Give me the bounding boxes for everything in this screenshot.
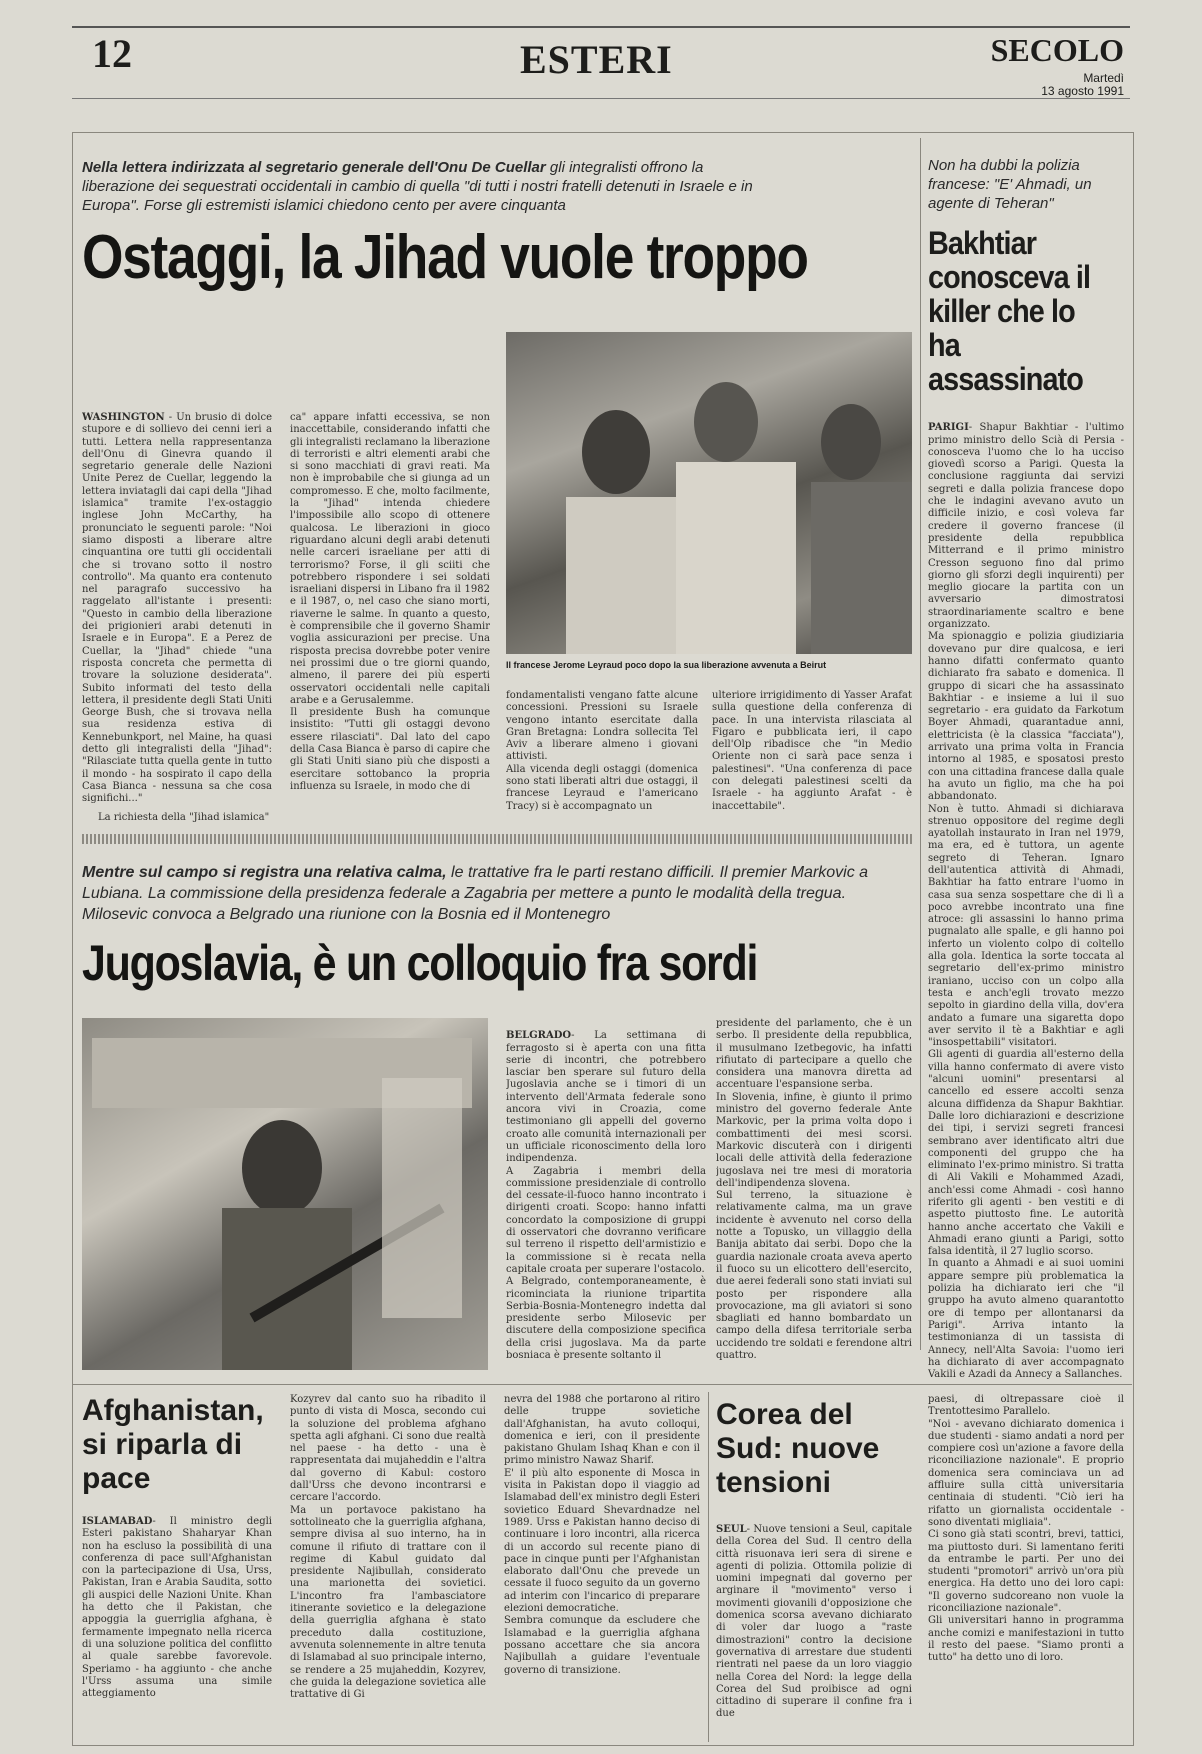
hostage-photo-caption: Il francese Jerome Leyraud poco dopo la sua liberazione avvenuta a Beirut bbox=[506, 660, 827, 670]
article4-rule bbox=[708, 1392, 709, 1742]
section-divider bbox=[82, 834, 912, 844]
sidebar-kicker: Non ha dubbi la polizia francese: "E' Ahmadi, un agente di Teheran" bbox=[928, 157, 1092, 212]
article4-col1-text: - Nuove tensioni a Seul, capitale della Corea del Sud. Il centro della città risuonava ieri sera di sirene e agenti di polizia. Ottomila polizie di uomini impegnati dal governo per arginare il "movimento" verso i movimenti giovanili d'opposizione che domenica scorsa avevano dichiarato di voler dar luogo a "raste dimostrazioni" contro la decisione governativa di arrestare due studenti rientrati nel paese da un loro viaggio nella Corea del Nord: la legge della Corea del Sud proibisce ad ogni cittadino di superare il confine fra i due bbox=[716, 1524, 912, 1720]
article3-dateline: ISLAMABAD bbox=[82, 1516, 153, 1527]
page-number: 12 bbox=[92, 31, 132, 76]
article2-kicker bbox=[82, 862, 912, 925]
paper-logo: SECOLO bbox=[990, 32, 1124, 68]
hostage-photo-figures bbox=[506, 332, 912, 654]
article3-column-3: nevra del 1988 che portarono al ritiro delle truppe sovietiche dall'Afghanistan, ha avuto colloqui, domenica e ieri, con il presidente pakistano Ghulam Ishaq Khan e con il primo ministro Nawaz Sharif. E' il più alto esponente di Mosca in visita in Pakistan dopo il viaggio ad Islamabad dell'ex ministro degli Esteri sovietico Eduard Shevardnadze nel 1989. Urss e Pakistan hanno deciso di continuare i loro incontri, alla ricerca di un accordo sul recente piano di pace in cinque punti per l'Afghanistan elaborato dall'Onu che prevede un cessate il fuoco seguito da un governo ad interim con l'incarico di preparare elezioni democratiche. Sembra comunque da escludere che Islamabad e la guerriglia afghana possano accettare che sia ancora Najibullah a guidare l'eventuale governo di transizione. bbox=[504, 1394, 700, 1676]
sidebar-headline: Bakhtiar conosceva il killer che lo ha assassinato bbox=[928, 225, 1091, 397]
soldier-photo bbox=[82, 1018, 488, 1370]
hostage-photo bbox=[506, 332, 912, 654]
sidebar-text bbox=[928, 410, 1124, 1380]
article4-column-1 bbox=[716, 1524, 912, 1738]
article4-headline: Corea del Sud: nuove tensioni bbox=[716, 1398, 880, 1499]
issue-date-text: 13 agosto 1991 bbox=[1041, 84, 1124, 98]
soldier-photo-figures bbox=[82, 1018, 488, 1370]
bottom-section-rule bbox=[72, 1384, 1132, 1385]
article3-headline: Afghanistan, si riparla di pace bbox=[82, 1394, 264, 1495]
article1-kicker bbox=[82, 158, 772, 215]
section-title: ESTERI bbox=[520, 37, 673, 82]
article2-col1-text: - La settimana di ferragosto si è aperta con una fitta serie di incontri, che potrebbero lasciar ben sperare sul futuro della Jugoslavia anche se i timori di un intervento dell'Armata federale sono ancora vivi in Croazia, come testimoniano gli appelli del governo croato alle comunità internazionali per un ufficiale riconoscimento della loro indipendenza. A Zagabria i membri della commissione presidenziale di controllo del cessate-il-fuoco hanno incontrato i dirigenti croati. Scopo: hanno infatti concordato la composizione di gruppi di osservatori che dovranno verificare sul terreno il rispetto dell'armistizio e la commissione si è recata nella capitale croata per superare l'ostacolo. A Belgrado, contemporaneamente, è ricominciata la riunione tripartita Serbia-Bosnia-Montenegro indetta dal presidente serbo Milosevic per discutere della composizione specifica della crisi jugoslava. Ma da parte bosniaca è presente soltanto il bbox=[506, 1030, 706, 1362]
article2-headline: Jugoslavia, è un colloquio fra sordi bbox=[82, 935, 758, 991]
article2-kicker-text: le trattative fra le parti restano difficili. Il premier Markovic a Lubiana. La commissione della presidenza federale a Zagabria per mettere a punto le modalità della tregua. Milosevic convoca a Belgrado una riunione con la Bosnia ed il Montenegro bbox=[82, 864, 869, 923]
issue-day: Martedì bbox=[1083, 71, 1124, 85]
article1-column-3: fondamentalisti vengano fatte alcune concessioni. Pressioni su Israele vengono intanto esercitate dalla Gran Bretagna: Londra sollecita Tel Aviv a liberare almeno i giovani attivisti. Alla vicenda degli ostaggi (domenica sono stati liberati altri due ostaggi, il francese Leyraud e l'americano Tracy) si è accompagnato un bbox=[506, 690, 698, 812]
article3-column-1 bbox=[82, 1516, 272, 1738]
article1-col1-text: - Un brusio di dolce stupore e di sollievo dei cenni ieri a tutti. Lettera nella rappresentanza dell'Onu di Ginevra quando il segretario generale delle Nazioni Unite Perez de Cuellar, leggendo la lettera inviatagli dai capi della "Jihad islamica" tramite l'ex-ostaggio inglese John McCarthy, ha pronunciato le seguenti parole: "Noi siamo disposti a liberare altre cinquantina ore tutti gli occidentali che si trovano sotto il nostro controllo". Ma quanto era contenuto nel paragrafo successivo ha raggelato all'istante i presenti: "Questo in cambio della liberazione dei prigionieri arabi detenuti in Israele e in Europa". E a Perez de Cuellar, la "Jihad" chiede "una risposta concreta che permetta di trovare la soluzione desiderata". Subito informati del testo della lettera, il presidente degli Stati Uniti George Bush, che si trovava nella sua residenza estiva di Kennebunkport, nel Maine, ha quasi detto gli integralisti della "Jihad": "Rilasciate tutta quella gente in tutto il mondo - ha sospirato il capo della Casa Bianca - nessuna sa che cosa significhi..." bbox=[82, 412, 272, 805]
top-rule bbox=[72, 26, 1130, 28]
header-rule bbox=[72, 98, 1130, 99]
article1-kicker-bold: Nella lettera indirizzata al segretario generale dell'Onu De Cuellar bbox=[82, 159, 546, 176]
article1-column-4: ulteriore irrigidimento di Yasser Arafat sulla questione della conferenza di pace. In una intervista rilasciata al Figaro e pubblicata ieri, il capo dell'Olp ribadisce che "in Medio Oriente non ci sarà pace senza i palestinesi". "Una conferenza di pace con delegati palestinesi scelti da Israele - ha aggiunto Arafat - è inaccettabile". bbox=[712, 690, 912, 812]
article4-column-2: paesi, di oltrepassare cioè il Trentottesimo Parallelo. "Noi - avevano dichiarato domenica i due studenti - siamo andati a nord per compiere così un'azione a favore della riconciliazione nazionale". E proprio domenica sera cominciava un ad affluire sulla città universitaria centinaia di studenti. "Ciò ieri ha rifatto un giornalista occidentale - sono diventati migliaia". Ci sono già stati scontri, brevi, tattici, ma piuttosto duri. Si lamentano feriti da entrambe le parti. Per uno dei studenti "promotori" arrivò un'ora più energica. Ha detto uno dei loro capi: "Il governo sudcoreano non vuole la riconciliazione nazionale". Gli universitari hanno in programma anche comizi e manifestazioni in tutto il resto del paese. "Siamo pronti a tutto" ha detto uno di loro. bbox=[928, 1394, 1124, 1664]
article2-dateline: BELGRADO bbox=[506, 1030, 572, 1042]
sidebar-body: - Shapur Bakhtiar - l'ultimo primo ministro dello Scià di Persia - conosceva l'uomo che lo ha ucciso giovedì scorso a Parigi. Questa la conclusione raggiunta dai servizi segreti e dalla polizia francese dopo che le indagini avevano avuto un difficile inizio, e così voleva far credere il governo francese (il presidente della repubblica Mitterrand e il primo ministro Cresson seguono fino dal primo giorno gli sforzi degli inquirenti) per meglio giocare la partita con un avversario dimostratosi straordinariamente scaltro e bene organizzato. Ma spionaggio e polizia giudiziaria dovevano pur dire qualcosa, e ieri hanno difatti confermato quanto dichiarato fra sabato e domenica. Il gruppo di sicari che ha assassinato Bakhtiar - e insieme a lui il suo segretario - era guidato da Farkotum Boyer Ahmadi, quarantadue anni, elettricista (è la classica "facciata"), arrivato una prima volta in Francia intorno al 1985, e sposatosi presto con una cittadina francese dalla quale ha avuto un figlio, ma che ha poi abbandonato. Non è tutto. Ahmadi si dichiarava strenuo oppositore del regime degli ayatollah instaurato in Iran nel 1979, ma era, ed è tuttora, un agente segreto di Teheran. Ignaro dell'autentica attività di Ahmadi, Bakhtiar ha fatto entrare l'uomo in casa sua senza sospettare che di lì a poco avrebbe incontrato una fine atroce: gli assassini lo hanno prima pugnalato alle spalle, e gli hanno poi inferto un violento colpo di coltello alla gola. Identica la sorte toccata al segretario dell'ex-primo ministro iraniano, ucciso con un colpo alla testa e anch'egli trovato mezzo sepolto in giardino della villa, dov'era andato a fumare una sigaretta dopo aver servito il tè a Bakhtiar e agli "insospettabili" visitatori. Gli agenti di guardia all'esterno della villa hanno confermato di avere visto "alcuni uomini" presentarsi al cancello ed essere accolti senza alcuna diffidenza da Shapur Bakhtiar. Dalle loro dichiarazioni e descrizione dei tipi, i servizi segreti francesi sembrano aver identificato altri due componenti del gruppo che ha eliminato l'ex-primo ministro. Si tratta di Ali Vakili e Mohammed Azadi, anch'essi come Ahmadi - così hanno riferito gli agenti - ben vestiti e di aspetto piuttosto fine. Le autorità hanno anche accertato che Vakili e Ahmadi erano giunti a Parigi, sotto falsa identità, il 27 luglio scorso. In quanto a Ahmadi e ai suoi uomini appare sempre più problematica la polizia ha dichiarato ieri che "il gruppo ha avuto almeno quarantotto ore di tempo per allontanarsi da Parigi". Arriva intanto la testimonianza di un tassista di Annecy, nell'Alta Savoia: l'uomo ieri ha dichiarato di aver accompagnato Vakili e Azadi da Annecy a Sallanches. bbox=[928, 422, 1124, 1380]
sidebar-rule bbox=[920, 138, 921, 1350]
article2-kicker-bold: Mentre sul campo si registra una relativa calma, bbox=[82, 864, 447, 881]
article2-column-2: presidente del parlamento, che è un serbo. Il presidente della repubblica, il musulmano Izetbegovic, ha infatti rifiutato di partecipare a quello che considera una manovra diretta ad accentuare l'espansione serba. In Slovenia, infine, è giunto il primo ministro del governo federale Ante Markovic, per la prima volta dopo i combattimenti dei mesi scorsi. Markovic discuterà con i dirigenti locali delle attività della federazione jugoslava nei tre mesi di moratoria dell'indipendenza slovena. Sul terreno, la situazione è relativamente calma, ma un grave incidente è avvenuto nel corso della notte a Topusko, un villaggio della Banija abitato dai serbi. Dopo che la guardia nazionale croata aveva aperto il fuoco su un elicottero dell'esercito, due aerei federali sono stati inviati sul posto per rispondere alla provocazione, ma gli aviatori si sono sbagliati ed hanno bombardato un campo della difesa territoriale serba uccidendo tre soldati e ferendone altri quattro. bbox=[716, 1018, 912, 1362]
article1-dateline: WASHINGTON bbox=[82, 412, 165, 423]
article1-column-1 bbox=[82, 412, 272, 810]
article4-dateline: SEUL bbox=[716, 1524, 747, 1535]
article1-kicker-text: gli integralisti offrono la liberazione dei sequestrati occidentali in cambio di quella "di tutti i nostri fratelli detenuti in Israele e in Europa". Forse gli estremisti islamici chiedono cento per avere cinquanta bbox=[82, 159, 753, 214]
article3-col1-text: - Il ministro degli Esteri pakistano Shaharyar Khan non ha escluso la possibilità di una conferenza di pace sull'Afghanistan con la partecipazione di Usa, Urss, Pakistan, Iran e Arabia Saudita, sotto gli auspici delle Nazioni Unite. Khan ha detto che il Pakistan, che appoggia la guerriglia afghana, è fermamente impegnato nella ricerca di una soluzione politica del conflitto al quale sarebbe favorevole. Speriamo - ha aggiunto - che anche l'Urss assuma una simile atteggiamento bbox=[82, 1516, 272, 1700]
article2-column-1 bbox=[506, 1018, 706, 1378]
article1-col1-tail: La richiesta della "Jihad islamica" bbox=[98, 812, 270, 823]
article1-column-2: ca" appare infatti eccessiva, se non inaccettabile, considerando infatti che gli integralisti reclamano la liberazione di terroristi e altri elementi arabi che si sono macchiati di gravi reati. Ma non è improbabile che si giunga ad un compromesso. E che, molto facilmente, la "Jihad" intenda chiedere l'impossibile allo scopo di ottenere qualcosa. Le liberazioni in gioco riguardano alcuni degli arabi detenuti nelle carceri israeliane per atti di terrorismo? Forse, il gli sciiti che potrebbero rispondere i sei soldati israeliani dispersi in Libano fra il 1982 e il 1987, o, nel caso che siano morti, riaverne le salme. In quanto a questo, è comprensibile che il governo Shamir voglia assicurazioni per precise. Una risposta precisa dovrebbe poter venire nei prossimi due o tre giorni quando, almeno, il parere dei più esperti osservatori occidentali nelle capitali arabe e a Gerusalemme. Il presidente Bush ha comunque insistito: "Tutti gli ostaggi devono essere rilasciati". Dal lato del capo della Casa Bianca è parso di capire che gli Stati Uniti siano più che disposti a esercitare sottobanco la propria influenza su Israele, in modo che di bbox=[290, 412, 490, 792]
article1-headline: Ostaggi, la Jihad vuole troppo bbox=[82, 223, 808, 292]
sidebar-dateline: PARIGI bbox=[928, 422, 969, 434]
article3-column-2: Kozyrev dal canto suo ha ribadito il punto di vista di Mosca, secondo cui la soluzione del problema afghano spetta agli afghani. Ci sono due realtà nel paese - ha detto - una è rappresentata dai mujaheddin e l'altra dal governo di Kabul: costoro dall'Urss che devono incontrarsi e cercare l'accordo. Ma un portavoce pakistano ha sottolineato che la guerriglia afghana, sempre divisa al suo interno, ha in comune il rifiuto di trattare con il regime di Kabul guidato dal presidente Najibullah, considerato una marionetta dei sovietici. L'incontro fra l'ambasciatore itinerante sovietico e la delegazione della guerriglia afghana è stato preceduto dalla costituzione, avvenuta solennemente in altre tenuta di Islamabad al suo principale interno, se rendere a 25 mujaheddin, Kozyrev, che guida la delegazione sovietica alle trattative di Gi bbox=[290, 1394, 486, 1701]
issue-date bbox=[1004, 72, 1124, 98]
